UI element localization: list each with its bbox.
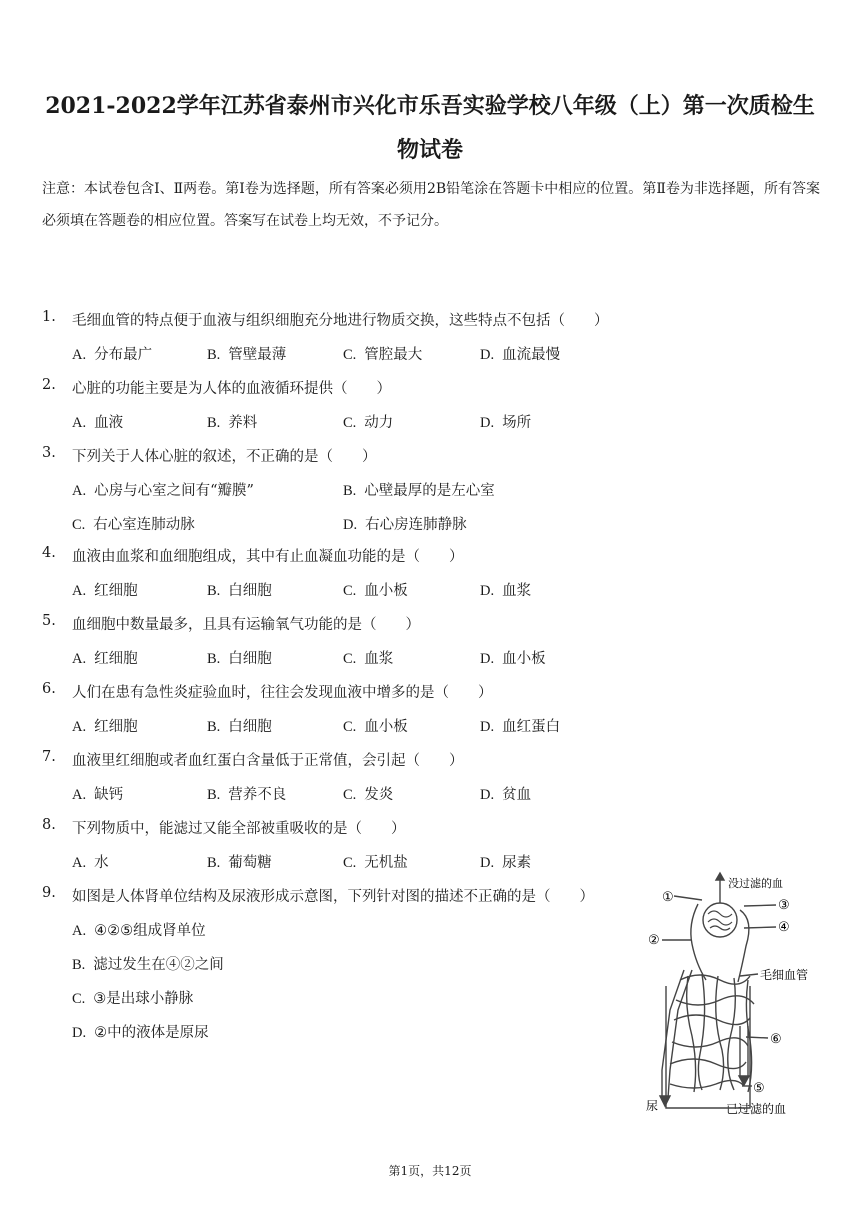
title-line-2: 物试卷 [396, 137, 463, 163]
option-text: ④②⑤组成肾单位 [94, 923, 206, 939]
option-text: 血小板 [364, 583, 408, 599]
question-5-option-a [72, 647, 138, 668]
option-letter: A. [72, 651, 87, 667]
option-text: 场所 [502, 415, 532, 431]
option-text: 心房与心室之间有“瓣膜” [94, 483, 254, 499]
option-letter: B. [207, 347, 221, 363]
option-letter: C. [343, 415, 357, 431]
question-2-option-d [480, 411, 531, 432]
option-letter: B. [207, 651, 221, 667]
question-7-option-c [343, 783, 393, 804]
question-6-option-d [480, 715, 560, 736]
question-stem: 如图是人体肾单位结构及尿液形成示意图，下列针对图的描述不正确的是（ ） [72, 889, 594, 905]
question-9-option-a [72, 919, 206, 940]
option-letter: D. [72, 1025, 87, 1041]
option-letter: B. [207, 855, 221, 871]
option-letter: D. [343, 517, 358, 533]
page-title [30, 84, 830, 172]
nephron-drawing [660, 873, 776, 1108]
question-5-option-d [480, 647, 546, 668]
option-letter: D. [480, 583, 495, 599]
option-text: 水 [94, 855, 109, 871]
question-8-option-b [207, 851, 272, 872]
filtered-blood-label: 已过滤的血 [726, 1102, 787, 1116]
option-text: 血液 [94, 415, 124, 431]
urine-label: 尿 [646, 1099, 659, 1113]
option-text: 贫血 [502, 787, 532, 803]
option-text: 血红蛋白 [502, 719, 561, 735]
option-letter: A. [72, 787, 87, 803]
question-1-option-c [343, 343, 422, 364]
question-number: 6. [42, 681, 56, 697]
title-line-1: 2021-2022学年江苏省泰州市兴化市乐吾实验学校八年级（上）第一次质检生 [45, 93, 815, 119]
option-letter: C. [72, 991, 86, 1007]
question-stem: 人们在患有急性炎症验血时，往往会发现血液中增多的是（ ） [72, 685, 493, 701]
question-4-option-b [207, 579, 272, 600]
question-3-option-d [343, 513, 467, 534]
question-number: 7. [42, 749, 56, 765]
question-5-option-b [207, 647, 272, 668]
option-letter: B. [207, 719, 221, 735]
option-letter: C. [343, 855, 357, 871]
capillary-label: 毛细血管 [760, 968, 809, 982]
unfiltered-blood-label: 没过滤的血 [728, 877, 783, 890]
option-letter: B. [207, 583, 221, 599]
question-stem: 毛细血管的特点便于血液与组织细胞充分地进行物质交换，这些特点不包括（ ） [72, 313, 609, 329]
option-letter: A. [72, 583, 87, 599]
question-stem: 下列关于人体心脏的叙述，不正确的是（ ） [72, 449, 377, 465]
question-8-option-a [72, 851, 109, 872]
question-7-option-b [207, 783, 286, 804]
question-9-option-d [72, 1021, 209, 1042]
diagram-label-4: ④ [778, 920, 790, 935]
diagram-label-3: ③ [778, 898, 790, 913]
diagram-label-5: ⑤ [753, 1081, 765, 1096]
question-5-option-c [343, 647, 393, 668]
question-2-option-c [343, 411, 393, 432]
option-letter: D. [480, 415, 495, 431]
option-text: 右心房连肺静脉 [365, 517, 467, 533]
option-letter: C. [343, 347, 357, 363]
question-4-option-c [343, 579, 408, 600]
option-text: 营养不良 [228, 787, 287, 803]
question-6-option-b [207, 715, 272, 736]
question-2-option-b [207, 411, 257, 432]
exam-notice: 注意：本试卷包含Ⅰ、Ⅱ两卷。第Ⅰ卷为选择题，所有答案必须用2B铅笔涂在答题卡中相应的位置。第Ⅱ卷为非选择题，所有答案必须填在答题卷的相应位置。答案写在试卷上均无效，不予记分。 [42, 181, 820, 229]
option-letter: A. [72, 923, 87, 939]
question-number: 1. [42, 309, 56, 325]
option-text: 尿素 [502, 855, 532, 871]
option-text: 血小板 [502, 651, 546, 667]
option-text: ③是出球小静脉 [93, 991, 194, 1007]
question-number: 4. [42, 545, 56, 561]
option-letter: B. [72, 957, 86, 973]
option-text: 分布最广 [94, 347, 153, 363]
question-6-option-a [72, 715, 138, 736]
option-letter: D. [480, 855, 495, 871]
option-letter: D. [480, 719, 495, 735]
question-4-option-d [480, 579, 531, 600]
question-9-option-b [72, 953, 224, 974]
option-letter: C. [343, 583, 357, 599]
question-1-option-a [72, 343, 152, 364]
option-text: 血流最慢 [502, 347, 561, 363]
option-letter: B. [207, 415, 221, 431]
question-3-option-b [343, 479, 495, 500]
option-letter: D. [480, 651, 495, 667]
option-letter: C. [72, 517, 86, 533]
option-letter: A. [72, 719, 87, 735]
option-text: 血浆 [502, 583, 532, 599]
diagram-label-1: ① [662, 890, 674, 905]
option-text: 红细胞 [94, 651, 138, 667]
question-1-option-b [207, 343, 286, 364]
option-letter: A. [72, 483, 87, 499]
option-text: ②中的液体是原尿 [94, 1025, 209, 1041]
option-text: 管腔最大 [364, 347, 423, 363]
question-stem: 血液里红细胞或者血红蛋白含量低于正常值，会引起（ ） [72, 753, 464, 769]
option-letter: C. [343, 719, 357, 735]
question-number: 2. [42, 377, 56, 393]
question-number: 8. [42, 817, 56, 833]
option-text: 心壁最厚的是左心室 [364, 483, 495, 499]
option-letter: C. [343, 787, 357, 803]
question-number: 3. [42, 445, 56, 461]
question-stem: 下列物质中，能滤过又能全部被重吸收的是（ ） [72, 821, 406, 837]
question-8-option-c [343, 851, 408, 872]
option-text: 滤过发生在④②之间 [93, 957, 224, 973]
page-footer: 第1页，共12页 [388, 1164, 472, 1178]
diagram-label-2: ② [648, 933, 660, 948]
option-letter: A. [72, 415, 87, 431]
question-6-option-c [343, 715, 408, 736]
question-1-option-d [480, 343, 560, 364]
question-2-option-a [72, 411, 123, 432]
option-text: 葡萄糖 [228, 855, 272, 871]
option-text: 右心室连肺动脉 [93, 517, 195, 533]
question-3-option-a [72, 479, 254, 500]
option-letter: B. [207, 787, 221, 803]
option-letter: D. [480, 347, 495, 363]
option-letter: A. [72, 347, 87, 363]
option-letter: C. [343, 651, 357, 667]
option-letter: B. [343, 483, 357, 499]
question-stem: 血细胞中数量最多，且具有运输氧气功能的是（ ） [72, 617, 420, 633]
option-text: 动力 [364, 415, 394, 431]
option-text: 管壁最薄 [228, 347, 287, 363]
option-letter: D. [480, 787, 495, 803]
option-text: 血小板 [364, 719, 408, 735]
option-text: 无机盐 [364, 855, 408, 871]
option-text: 白细胞 [228, 583, 272, 599]
question-8-option-d [480, 851, 531, 872]
question-number: 5. [42, 613, 56, 629]
option-text: 发炎 [364, 787, 394, 803]
question-7-option-d [480, 783, 531, 804]
question-number: 9. [42, 885, 56, 901]
option-text: 白细胞 [228, 651, 272, 667]
option-text: 养料 [228, 415, 258, 431]
option-text: 缺钙 [94, 787, 124, 803]
question-stem: 血液由血浆和血细胞组成，其中有止血凝血功能的是（ ） [72, 549, 464, 565]
option-text: 白细胞 [228, 719, 272, 735]
question-3-option-c [72, 513, 195, 534]
option-text: 红细胞 [94, 719, 138, 735]
nephron-diagram [640, 870, 830, 1125]
option-letter: A. [72, 855, 87, 871]
question-stem: 心脏的功能主要是为人体的血液循环提供（ ） [72, 381, 391, 397]
diagram-label-6: ⑥ [770, 1032, 782, 1047]
question-9-option-c [72, 987, 193, 1008]
option-text: 血浆 [364, 651, 394, 667]
option-text: 红细胞 [94, 583, 138, 599]
question-7-option-a [72, 783, 123, 804]
question-4-option-a [72, 579, 138, 600]
